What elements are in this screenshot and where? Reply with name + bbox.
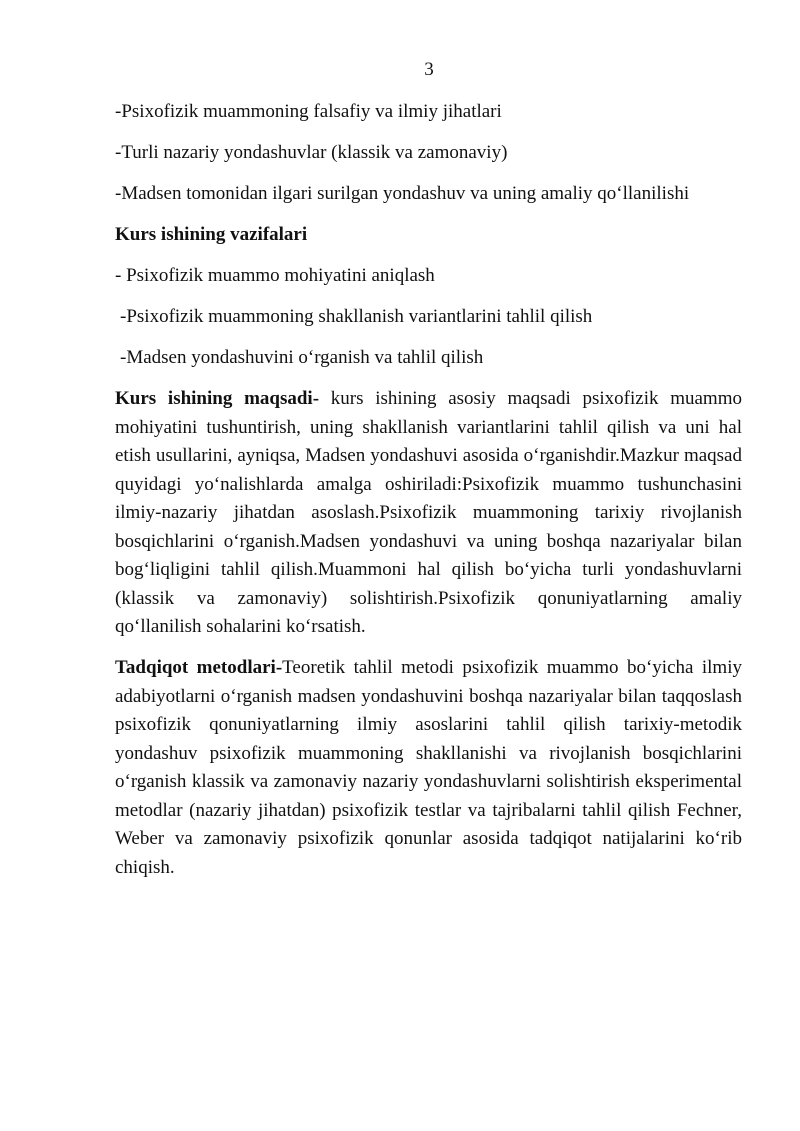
- purpose-paragraph: [115, 385, 742, 642]
- methods-text: Teoretik tahlil metodi psixofizik muammo bo‘yicha ilmiy adabiyotlarni o‘rganish madsen yondashuvini boshqa nazariyalar bilan taqqoslash psixofizik qonuniyatlarning ilmiy asoslarini tahlil qilish tarixiy-metodik yondashuv psixofizik muammoning shakllanishi va rivojlanish bosqichlarini o‘rganish klassik va zamonaviy nazariy yondashuvlarni solishtirish eksperimental metodlar (nazariy jihatdan) psixofizik testlar va tajribalarni tahlil qilish Fechner, Weber va zamonaviy psixofizik qonunlar asosida tadqiqot natijalarini ko‘rib chiqish.: [115, 657, 742, 878]
- objective-item-2: -Turli nazariy yondashuvlar (klassik va zamonaviy): [115, 142, 508, 163]
- objective-item-3: -Madsen tomonidan ilgari surilgan yondashuv va uning amaliy qo‘llanilishi: [115, 183, 690, 204]
- task-item-1: - Psixofizik muammo mohiyatini aniqlash: [115, 265, 435, 286]
- purpose-label: Kurs ishining maqsadi-: [115, 388, 320, 409]
- methods-label: Tadqiqot metodlari-: [115, 657, 283, 678]
- document-body: [115, 98, 742, 895]
- task-item-2: -Psixofizik muammoning shakllanish variantlarini tahlil qilish: [120, 306, 593, 327]
- section-heading-tasks: Kurs ishining vazifalari: [115, 224, 308, 245]
- objective-item-1: -Psixofizik muammoning falsafiy va ilmiy jihatlari: [115, 101, 502, 122]
- methods-paragraph: [115, 654, 742, 882]
- task-item-3: -Madsen yondashuvini o‘rganish va tahlil qilish: [120, 347, 484, 368]
- page-number: 3: [424, 59, 434, 80]
- purpose-text: kurs ishining asosiy maqsadi psixofizik muammo mohiyatini tushuntirish, uning shakllanish variantlarini tahlil qilish va uni hal etish usullarini, ayniqsa, Madsen yondashuvi asosida o‘rganishdir.Mazkur maqsad quyidagi yo‘nalishlarda amalga oshiriladi:Psixofizik muammo tushunchasini ilmiy-nazariy jihatdan asoslash.Psixofizik muammoning tarixiy rivojlanish bosqichlarini o‘rganish.Madsen yondashuvi va uning boshqa nazariyalar bilan bog‘liqligini tahlil qilish.Muammoni hal qilish bo‘yicha turli yondashuvlarni (klassik va zamonaviy) solishtirish.Psixofizik qonuniyatlarning amaliy qo‘llanilish sohalarini ko‘rsatish.: [115, 388, 742, 637]
